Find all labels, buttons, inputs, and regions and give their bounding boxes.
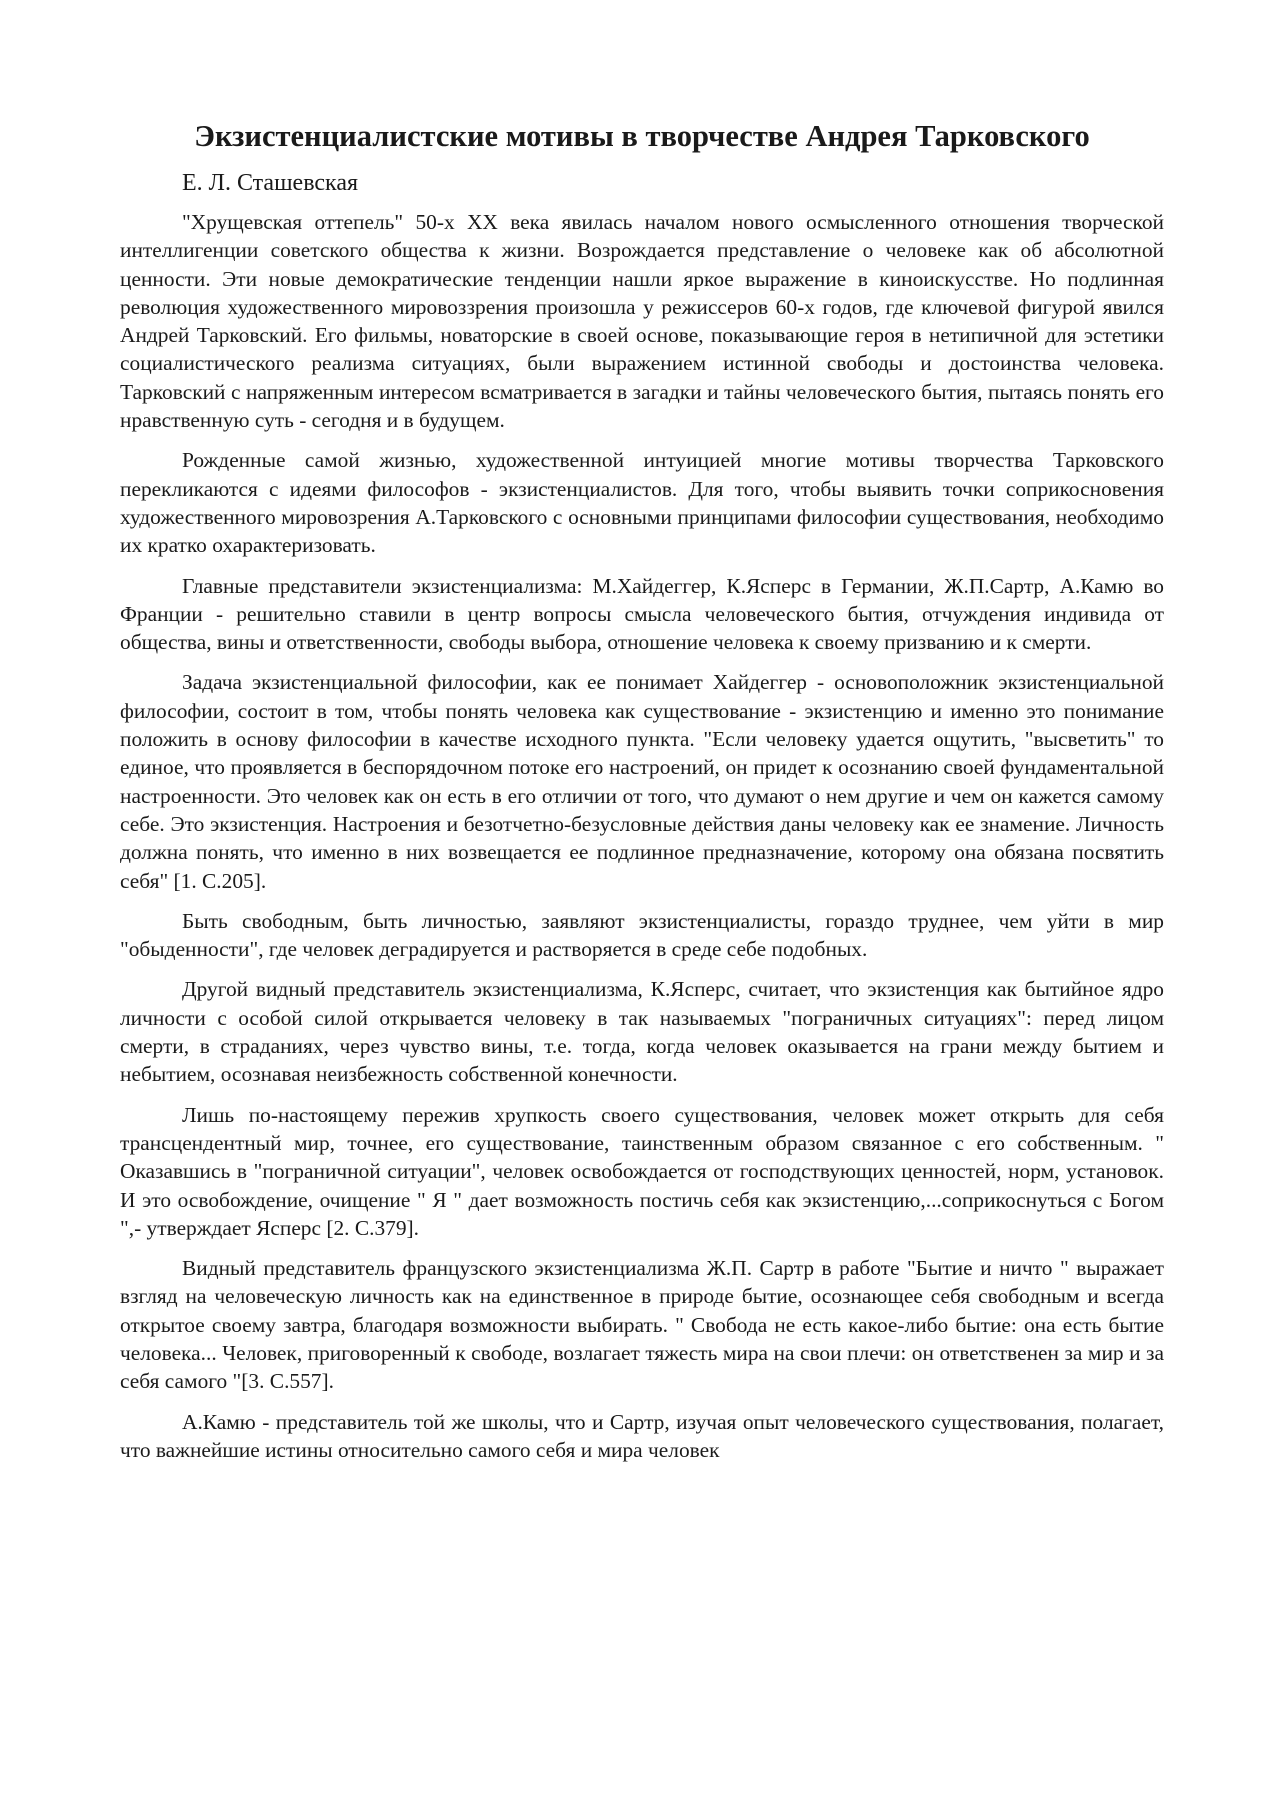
paragraph-9: А.Камю - представитель той же школы, что и Сартр, изучая опыт человеческого существования, полагает, что важнейшие истины относительно самого себя и мира человек <box>120 1409 1164 1462</box>
paragraph-7: Лишь по-настоящему пережив хрупкость своего существования, человек может открыть для себя трансцендентный мир, точнее, его существование, таинственным образом связанное с его собственным. " Оказавшись в "пограничной ситуации", человек освобождается от господствующих ценностей, норм, установок. И это освобождение, очищение " Я " дает возможность постичь себя как экзистенцию,...соприкоснуться с Богом ",- утверждает Ясперс [2. С.379]. <box>120 1102 1164 1240</box>
paragraph-8: Видный представитель французского экзистенциализма Ж.П. Сартр в работе "Бытие и ничто " выражает взгляд на человеческую личность как на единственное в природе бытие, осознающее себя свободным и всегда открытое своему завтра, благодаря возможности выбирать. " Свобода не есть какое-либо бытие: она есть бытие человека... Человек, приговоренный к свободе, возлагает тяжесть мира на свои плечи: он ответственен за мир и за себя самого "[3. С.557]. <box>120 1256 1164 1394</box>
document-author: Е. Л. Сташевская <box>182 170 359 196</box>
paragraph-6: Другой видный представитель экзистенциализма, К.Ясперс, считает, что экзистенция как бытийное ядро личности с особой силой открывается человеку в так называемых "пограничных ситуациях": перед лицом смерти, в страданиях, через чувство вины, т.е. тогда, когда человек оказывается на грани между бытием и небытием, осознавая неизбежность собственной конечности. <box>120 977 1164 1087</box>
document-content <box>120 118 1164 1464</box>
paragraph-3: Главные представители экзистенциализма: М.Хайдеггер, К.Ясперс в Германии, Ж.П.Сартр, А.Камю во Франции - решительно ставили в центр вопросы смысла человеческого бытия, отчуждения индивида от общества, вины и ответственности, свободы выбора, отношение человека к своему призванию и к смерти. <box>120 573 1164 655</box>
paragraph-2: Рожденные самой жизнью, художественной интуицией многие мотивы творчества Тарковского перекликаются с идеями философов - экзистенциалистов. Для того, чтобы выявить точки соприкосновения художественного мировозрения А.Тарковского с основными принципами философии существования, необходимо их кратко охарактеризовать. <box>120 448 1164 558</box>
paragraph-1: "Хрущевская оттепель" 50-х XX века явилась началом нового осмысленного отношения творческой интеллигенции советского общества к жизни. Возрождается представление о человеке как об абсолютной ценности. Эти новые демократические тенденции нашли яркое выражение в киноискусстве. Но подлинная революция художественного мировоззрения произошла у режиссеров 60-х годов, где ключевой фигурой явился Андрей Тарковский. Его фильмы, новаторские в своей основе, показывающие героя в нетипичной для эстетики социалистического реализма ситуациях, были выражением истинной свободы и достоинства человека. Тарковский с напряженным интересом всматривается в загадки и тайны человеческого бытия, пытаясь понять его нравственную суть - сегодня и в будущем. <box>120 210 1164 433</box>
paragraph-5: Быть свободным, быть личностью, заявляют экзистенциалисты, гораздо труднее, чем уйти в мир "обыденности", где человек деградируется и растворяется в среде себе подобных. <box>120 908 1164 962</box>
paragraph-4: Задача экзистенциальной философии, как ее понимает Хайдеггер - основоположник экзистенциальной философии, состоит в том, чтобы понять человека как существование - экзистенцию и именно это понимание положить в основу философии в качестве исходного пункта. "Если человеку удается ощутить, "высветить" то единое, что проявляется в беспорядочном потоке его настроений, он придет к осознанию своей фундаментальной настроенности. Это человек как он есть в его отличии от того, что думают о нем другие и чем он кажется самому себе. Это экзистенция. Настроения и безотчетно-безусловные действия даны человеку как ее знамение. Личность должна понять, что именно в них возвещается ее подлинное предназначение, которому она обязана посвятить себя" [1. С.205]. <box>120 670 1164 893</box>
document-title: Экзистенциалистские мотивы в творчестве Андрея Тарковского <box>194 119 1090 153</box>
